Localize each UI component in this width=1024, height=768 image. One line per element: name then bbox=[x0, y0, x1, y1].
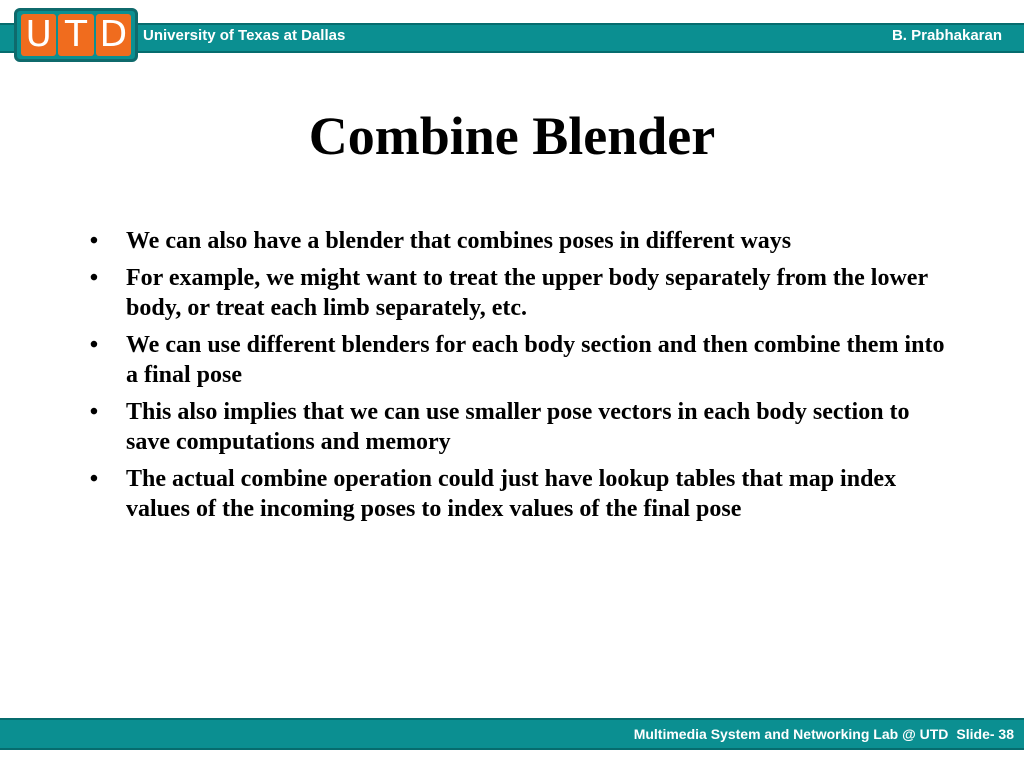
utd-logo bbox=[14, 8, 138, 62]
bullet-icon: • bbox=[89, 265, 99, 291]
logo-letter-d: D bbox=[96, 14, 131, 56]
bullet-text: For example, we might want to treat the upper body separately from the lower body, or treat each limb separately, etc. bbox=[126, 265, 928, 321]
bullet-item bbox=[84, 330, 954, 390]
slide-number: Slide- 38 bbox=[956, 726, 1014, 742]
bullet-text: We can use different blenders for each body section and then combine them into a final pose bbox=[126, 332, 945, 388]
bullet-icon: • bbox=[89, 228, 99, 254]
author-name: B. Prabhakaran bbox=[891, 27, 1002, 44]
footer-lab-name: Multimedia System and Networking Lab @ UTD bbox=[633, 726, 949, 742]
bullet-icon: • bbox=[89, 399, 99, 425]
bullet-text: The actual combine operation could just have lookup tables that map index values of the incoming poses to index values of the final pose bbox=[126, 466, 897, 522]
bullet-icon: • bbox=[89, 466, 99, 492]
slide-title: Combine Blender bbox=[308, 106, 716, 166]
logo-letter-t: T bbox=[58, 14, 93, 56]
bullet-list bbox=[84, 226, 954, 531]
bullet-item bbox=[84, 397, 954, 457]
footer-text bbox=[634, 726, 1014, 742]
bullet-item bbox=[84, 226, 954, 256]
bullet-icon: • bbox=[89, 332, 99, 358]
university-name: University of Texas at Dallas bbox=[143, 27, 346, 44]
bullet-item bbox=[84, 464, 954, 524]
bullet-item bbox=[84, 263, 954, 323]
logo-letter-u: U bbox=[21, 14, 56, 56]
bullet-text: This also implies that we can use smaller pose vectors in each body section to save computations and memory bbox=[126, 399, 910, 455]
bullet-text: We can also have a blender that combines poses in different ways bbox=[126, 228, 792, 254]
